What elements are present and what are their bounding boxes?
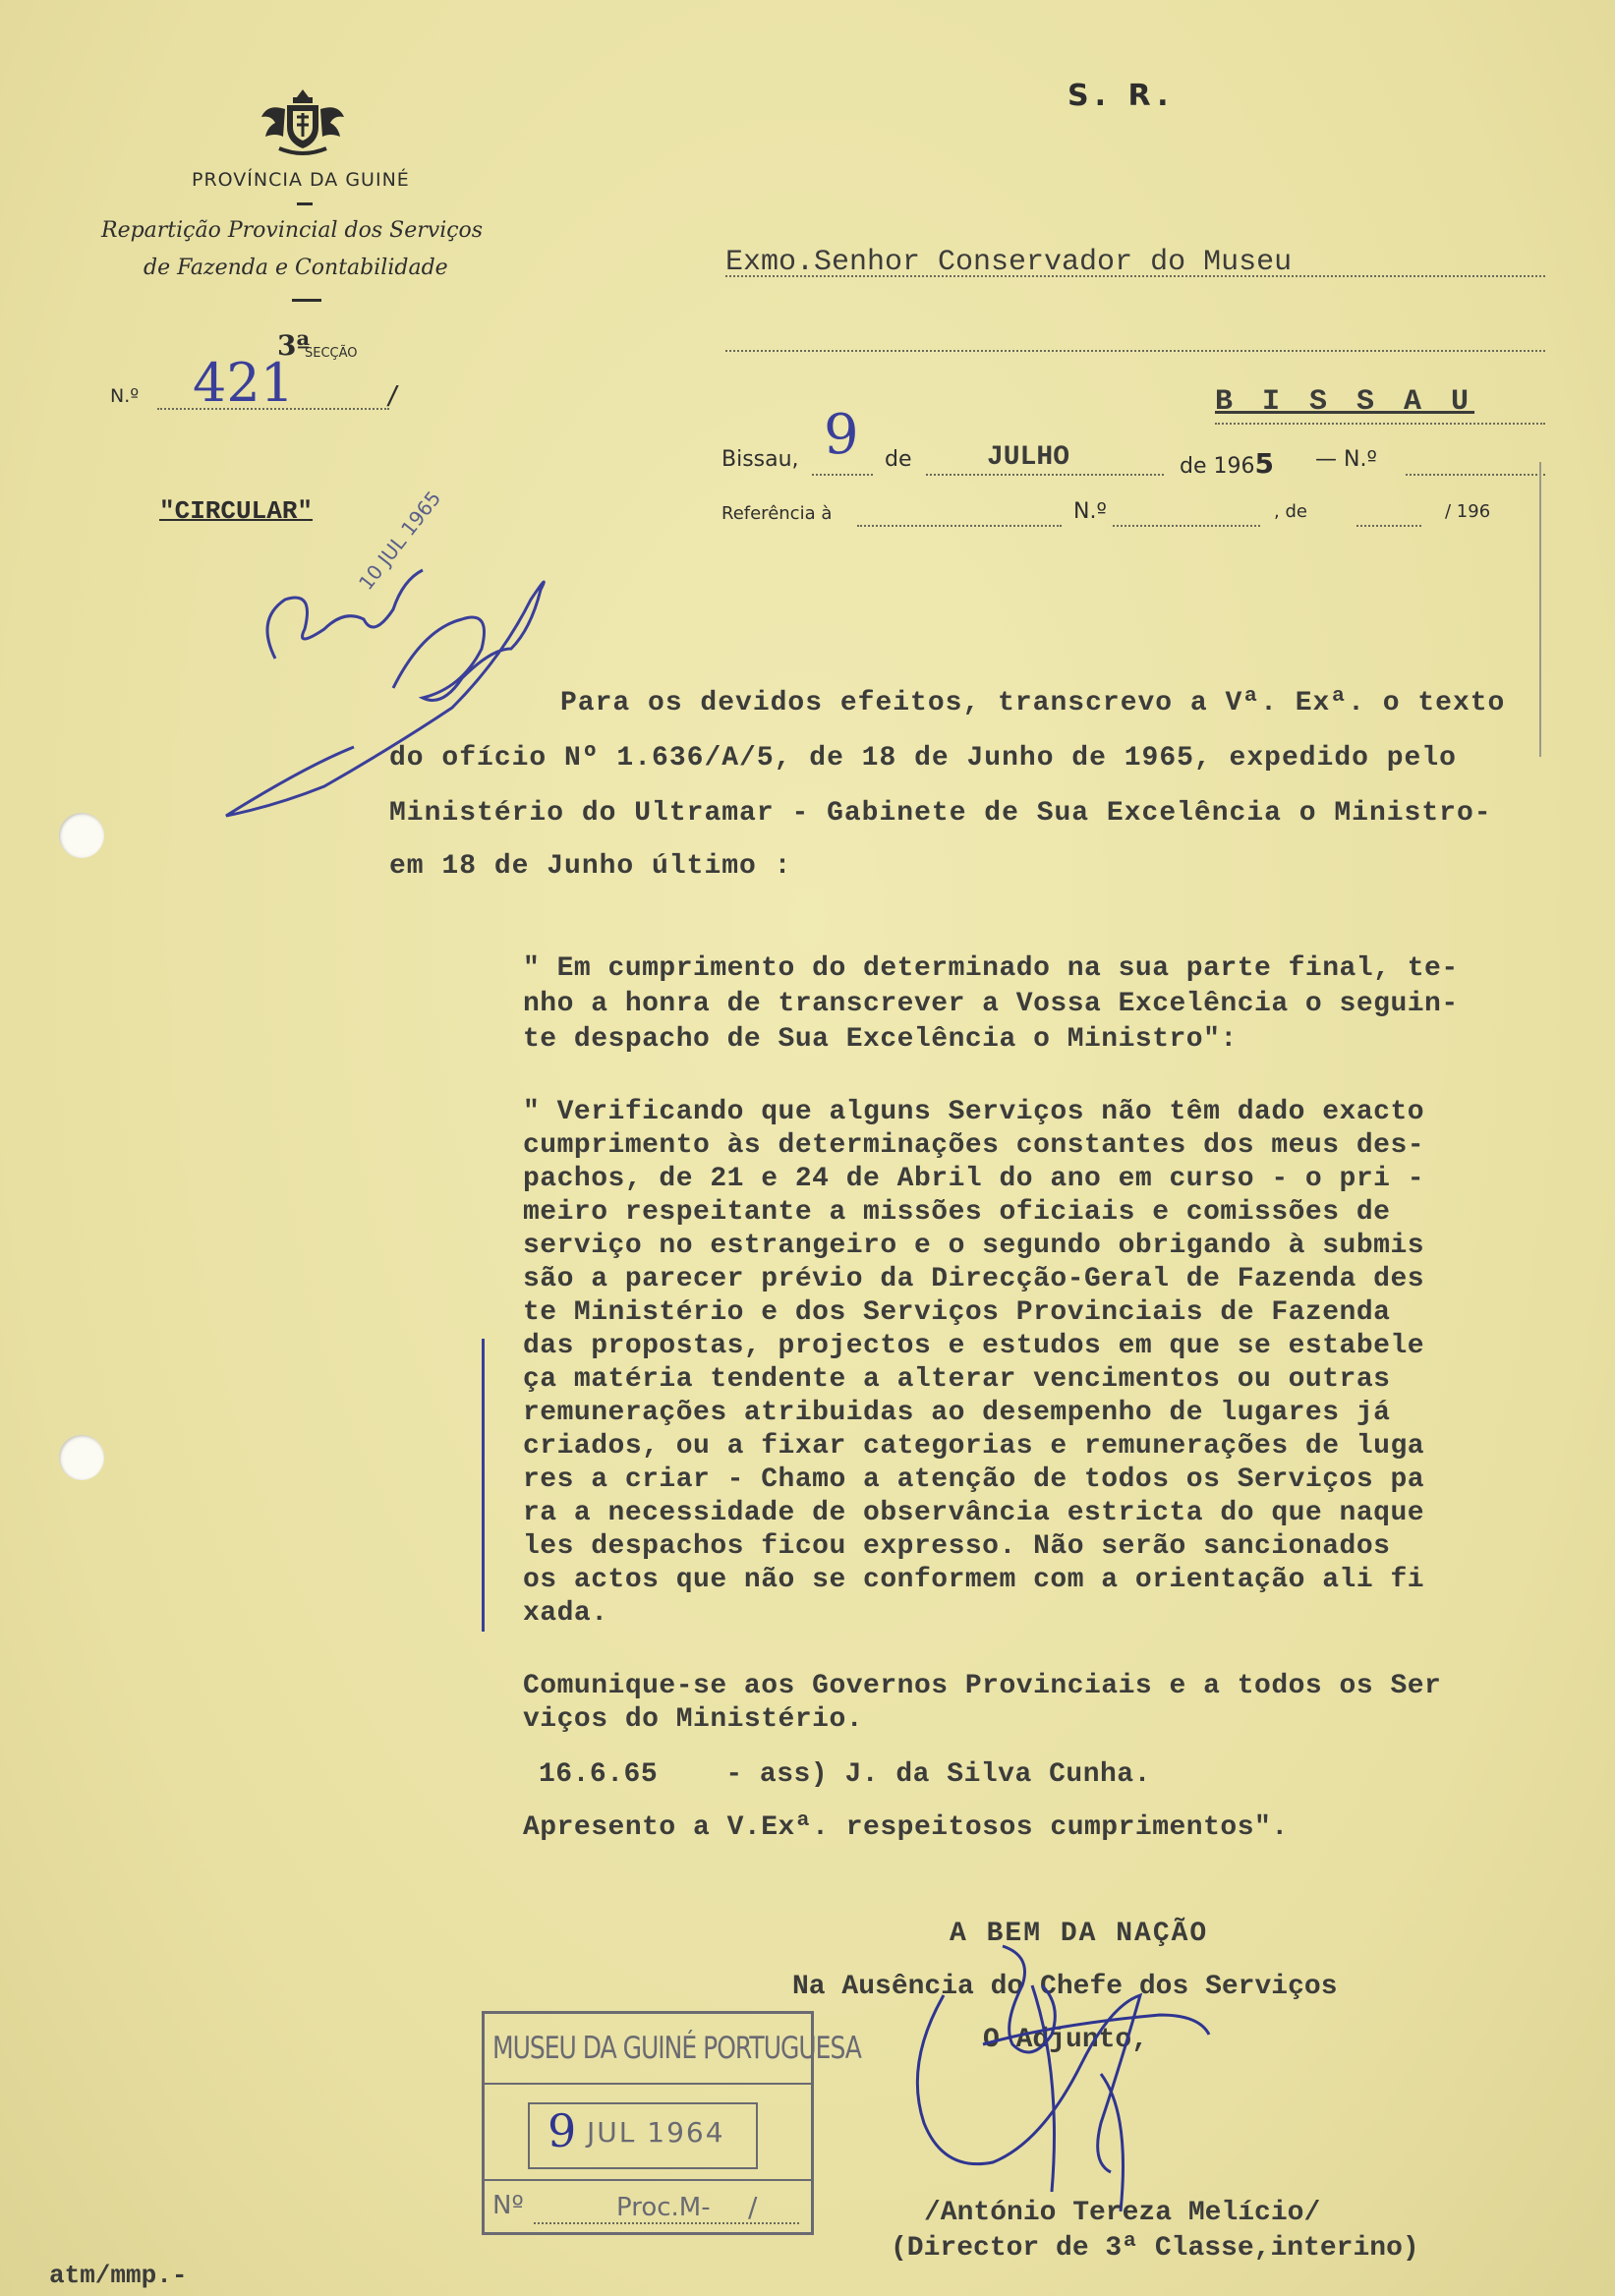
- place-label: Bissau,: [721, 447, 799, 472]
- divider: [297, 202, 313, 205]
- reference-number-label: N.º: [1073, 499, 1107, 524]
- number-suffix-label: — N.º: [1315, 447, 1377, 472]
- number-value: 421: [193, 352, 295, 414]
- body-intro-line: em 18 de Junho último :: [389, 851, 792, 882]
- section-label: SECÇÃO: [305, 346, 358, 361]
- year-label: [1180, 447, 1274, 480]
- signatory-name: /António Tereza Melício/: [924, 2198, 1321, 2228]
- quote-line: " Em cumprimento do determinado na sua parte final, te-: [523, 953, 1459, 984]
- month-value: JULHO: [987, 442, 1070, 473]
- addressee-city: B I S S A U: [1215, 385, 1475, 419]
- quote-line: Comunique-se aos Governos Provinciais e a todos os Ser: [523, 1671, 1442, 1701]
- department-line-1: Repartição Provincial dos Serviços: [101, 218, 484, 243]
- quote-line: xada.: [523, 1598, 608, 1629]
- addressee-line: Exmo.Senhor Conservador do Museu: [725, 246, 1293, 279]
- margin-line: [1539, 462, 1541, 757]
- number-separator: /: [385, 381, 401, 411]
- quote-line: meiro respeitante a missões oficiais e comissões de: [523, 1197, 1391, 1228]
- stamp-number-dotted-line: [534, 2222, 799, 2224]
- body-intro-line: Ministério do Ultramar - Gabinete de Sua Excelência o Ministro-: [389, 798, 1492, 829]
- day-value: 9: [824, 403, 859, 467]
- signed-line: 16.6.65 - ass) J. da Silva Cunha.: [539, 1759, 1151, 1790]
- addressee-dotted-line-2: [725, 350, 1545, 352]
- quote-line: criados, ou a fixar categorias e remunerações de luga: [523, 1431, 1425, 1462]
- quote-line: te Ministério e dos Serviços Provinciais de Fazenda: [523, 1297, 1391, 1328]
- quote-line: os actos que não se conformem com a orientação ali fi: [523, 1565, 1425, 1595]
- quote-line: remunerações atribuidas ao desempenho de lugares já: [523, 1398, 1391, 1428]
- reference-label: Referência à: [721, 503, 833, 524]
- classification-mark: S. R.: [1067, 79, 1175, 113]
- day-dotted-line: [812, 474, 873, 476]
- quote-line: te despacho de Sua Excelência o Ministro":: [523, 1024, 1238, 1055]
- circular-label: "CIRCULAR": [159, 496, 314, 526]
- punch-hole-bottom: [59, 1435, 104, 1480]
- quote-line: nho a honra de transcrever a Vossa Excelência o seguin-: [523, 989, 1459, 1019]
- divider: [292, 299, 321, 302]
- museum-name: MUSEU DA GUINÉ PORTUGUESA: [492, 2030, 861, 2066]
- quote-line: cumprimento às determinações constantes dos meus des-: [523, 1130, 1425, 1161]
- stamp-date: JUL 1964: [587, 2116, 725, 2149]
- reference-year-label: / 196: [1445, 501, 1491, 522]
- reference-dotted-line: [857, 525, 1062, 527]
- quote-line: serviço no estrangeiro e o segundo obrigando à submis: [523, 1231, 1425, 1261]
- year-digit: 5: [1254, 447, 1274, 480]
- month-dotted-line: [926, 474, 1164, 476]
- stamp-divider: [485, 2083, 811, 2085]
- body-intro-line: do ofício Nº 1.636/A/5, de 18 de Junho de 1965, expedido pelo: [389, 743, 1457, 774]
- quote-line: les despachos ficou expresso. Não serão sancionados: [523, 1531, 1391, 1562]
- city-dotted-line: [1215, 423, 1545, 425]
- number-label: N.º: [110, 385, 140, 407]
- department-line-2: de Fazenda e Contabilidade: [144, 256, 448, 280]
- year-prefix: de 196: [1180, 454, 1255, 479]
- margin-bracket-line: [482, 1339, 485, 1632]
- signatory-title: (Director de 3ª Classe,interino): [891, 2233, 1419, 2264]
- no-dotted-line: [1406, 474, 1545, 476]
- received-date-stamp: 10 JUL 1965: [354, 486, 446, 595]
- province-name: PROVÍNCIA DA GUINÉ: [192, 169, 410, 191]
- stamp-slash: /: [748, 2191, 758, 2223]
- quote-line: pachos, de 21 e 24 de Abril do ano em curso - o pri -: [523, 1164, 1425, 1194]
- quote-line: são a parecer prévio da Direcção-Geral de Fazenda des: [523, 1264, 1425, 1294]
- role-line: O Adjunto,: [983, 2025, 1149, 2055]
- de-label: de: [885, 447, 912, 472]
- punch-hole-top: [59, 813, 104, 858]
- body-intro-line: Para os devidos efeitos, transcrevo a Vª. Exª. o texto: [560, 688, 1506, 718]
- absence-line: Na Ausência do Chefe dos Serviços: [792, 1972, 1338, 2002]
- quote-line: das propostas, projectos e estudos em que se estabele: [523, 1331, 1425, 1361]
- stamp-number-label: Nº: [492, 2191, 524, 2220]
- museum-stamp: [482, 2011, 861, 2235]
- section-number: 3ª: [277, 329, 311, 362]
- motto: A BEM DA NAÇÃO: [950, 1919, 1209, 1949]
- reference-date-label: , de: [1274, 501, 1307, 522]
- stamp-proc: Proc.M-: [616, 2193, 711, 2222]
- quote-line: " Verificando que alguns Serviços não têm dado exacto: [523, 1097, 1425, 1127]
- stamp-divider: [485, 2179, 811, 2181]
- quote-line: ra a necessidade de observância estricta do que naque: [523, 1498, 1425, 1528]
- quote-line: res a criar - Chamo a atenção de todos os Serviços pa: [523, 1464, 1425, 1495]
- handwritten-signature: [885, 1926, 1239, 2221]
- closing-line: Apresento a V.Exª. respeitosos cumprimentos".: [523, 1812, 1289, 1843]
- typist-initials: atm/mmp.-: [49, 2261, 188, 2290]
- quote-line: viços do Ministério.: [523, 1704, 864, 1735]
- addressee-dotted-line: [725, 275, 1545, 277]
- reference-number-dotted-line: [1113, 525, 1260, 527]
- coat-of-arms-icon: [258, 84, 348, 158]
- quote-line: ça matéria tendente a alterar vencimentos ou outras: [523, 1364, 1391, 1395]
- stamp-day: 9: [548, 2104, 577, 2157]
- reference-date-dotted-line: [1356, 525, 1421, 527]
